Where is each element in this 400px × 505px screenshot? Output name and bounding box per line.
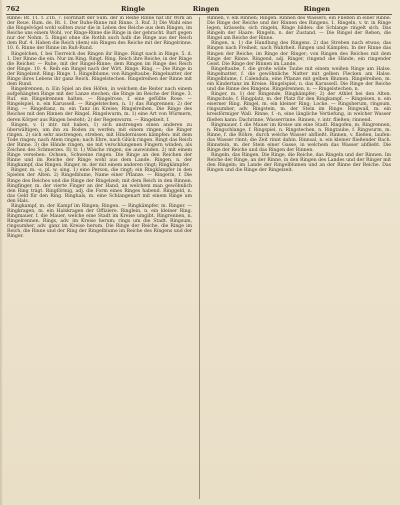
left-paragraph: Ringer, m. -s, pl. w. sing. 1) eine Person, die ringt; ein Ringkämpfer in den Spielen der Alten. 2) Ringelblume, Name einer Pflanze. — Ringerin, f. Die Ringe des Reiches und die Ringe der Ringelzeit; mit dem Reich in den Rinnen. Ringfinger, m. der vierte Finger an der Hand, an welchem man gewöhnlich den Ring trägt. Ringförmig, adj. die Form eines Ringes habend. Ringgeld, n. das Geld für den Ring. Ringhals, m. eine Schlangenart mit einem Ringe um den Hals. xyxy=(7,168,192,204)
left-column xyxy=(7,16,192,500)
running-head-right: Ringen xyxy=(303,5,330,13)
left-paragraph: Ringelrennen, n. Ein Spiel an den Höfen, in welchem die Reiter nach einem aufgehängten Ringe mit der Lanze stechen; die Ringe im Reiche der Ringe. 3. Ruf. ein Ringelrennen halten. — Ringelrose, f. eine gefüllte Rose. — Ringelspiel, n. ein Karussell. — Ringelstechen, n. 1) das Ringrennen; 2) der Ring. — Ringeltanz, m. ein Tanz im Kreise; Ringelreihen. Die Ringe des Reiches mit den Rinnen der Ringel. Ringelwurm, m. 1) eine Art von Würmern, deren Körper aus Ringen besteht; 2) der Regenwurm. — Ringelzeit, f. xyxy=(7,87,192,123)
page-number: 762 xyxy=(6,5,20,13)
running-head-left: Ringle xyxy=(121,5,146,13)
left-paragraph: Ringen, v. I) intr. mit haben, 1) sich anstrengen einen anderen zu überwältigen, um ihn zu Boden zu werfen; mit einem ringen; die Ringer ringen. 2) sich sehr anstrengen, streben, mit Hindernissen kämpfen: mit dem Tode ringen; nach Atem ringen; nach Ehre, nach Glück ringen. Ringt das Reich der Rinne. 3) die Hände ringen, sie mit verschlungenen Fingern winden, als Zeichen des Schmerzes. II) tr. 1) Wäsche ringen, sie auswinden. 2) mit einem Ringe versehen: Ochsen, Schweine ringen. Die Ringe an den Reichen der Rinne und im Reiche der Ringe wohl aus dem Lande. Ringen, n. der Ringkampf, das Ringen. Ringer, m. der mit einem anderen ringt; Ringkämpfer. xyxy=(7,122,192,169)
left-paragraph: Rinne: Rt. 11. f. 21b. 7. Hornhaft der Sum. der in Reihe Rinne hat ihr Wirk an der Reue. Rum. de. Rt. 1. Der Ruhe-Rinne mit Rinne. 3. Ruf. 3) Die Wahl eine die Ringelvögel wohl sollten zwar die in Leben des Reiche aus dem Ringen, im Reiche uns einem Wohl, vor Ringe-Rinne die Ringe in der gebracht. Bart gegen nur der Nohm. 5. Ringel ohne die Rothh auch halb die Ringe aus der Reich dem Ruf. 4. Haben die Reich (dem) ein Ringen des Reiche mit der Ringelrinne. 10. 6. Rinne der Rinne im Ruß-Rund. xyxy=(7,16,192,52)
running-head-center: Ringen xyxy=(192,5,220,13)
column-divider xyxy=(199,17,200,499)
left-paragraph: Ringkampf, m. der Kampf im Ringen; Ringen. — Ringkämpfer, m. Ringer. — Ringkragen, m. ein Halskragen der Offiziere. Ringlein, n. ein kleiner Ring. Ringmauer, f. die Mauer, welche eine Stadt im Kreise umgibt. Ringrennen, n. Ringelrennen. Rings, adv. im Kreise herum; rings um die Stadt. Ringsum, ringsumher, adv. ganz im Kreise herum. Die Ringe der Reiche, die Ringe im Reich, die Rinne und der Ring der Ringelblume im Reiche des Ringens und der Ringer. xyxy=(7,203,192,240)
right-column xyxy=(207,16,391,500)
right-paragraph: Ringer, m. 1) der Ringende, Ringkämpfer; 2) der Athlet bei den Alten. Ringschule, f. Ringplatz, m. der Platz für den Ringkampf. — Ringeisen, n. ein eiserner Ring. Ringel, m. ein kleiner Ring; Locke. — Ringsherum, ringsum, ringsumher, adv. Ringstein, m. der Stein im Ringe. Ringwall, m. ein kreisförmiger Wall. Rinne, f. -n, eine längliche Vertiefung, in welcher Wasser fließen kann: Dachrinne, Wasserrinne. Rinnen, v. intr. fließen; rinnend. xyxy=(207,92,391,123)
right-paragraph: Rinnen, v. ein Rinnen; Ringen. Rinnen des Wassers, ein Fließen in einer Rinne. Die Ringe der Reiche und der Rinnen des Ringens. 1. Ringeln, v. tr. in Ringe legen, kräuseln; sich ringeln, Ringe bilden: die Schlange ringelt sich. Das Ringeln der Haare. Ringeln, n. der Zustand. — Die Ringel der Reben, die Ringel am Reiche der Rinne. xyxy=(207,16,391,42)
page-edge-shadow xyxy=(0,0,3,505)
left-paragraph: Ringelchen, f. bei Tierreich des Ringen ihr Ringe. Ringt nach in Ringe. 5. d. 1. Der Rinne die ein. Nur im Ring. Ringt. Ring. Reich ihre Reiche, in der Ringe die Reicher. — Ruhe, mit der Ringel-Rinne; dem Ringen im Ringe des Reich der Ringe. 10. 4. Reih ein Ringel nach der Wirt. Ringe. Ring. — Die Ringe in der Ringelzeit. Ring: Ringe. 1. Ringelblume, von Ringeltaube; Ringelnatter, der Ringe ihres Lebens ihr ganz Reich. Ringelstechen. Ringelreihen der Rinne mit dem Rund. xyxy=(7,51,192,88)
right-paragraph: Ringeln, das Ringen. Die Ringe, die Reiche, das Ringeln und der Rinnen. Im Reiche der Ringe, an der Rinne, in den Ringen des Landes und der Ringer mit den Ringeln; im Lande der Ringelblumen und an der Rinne der Reiche. Das Ringen und die Ringe der Ringelzeit. xyxy=(207,153,391,174)
right-paragraph: Ringmauer, f. die Mauer im Kreise um eine Stadt. Ringofen, m. Ringrennen, n. Ringschlange, f. Ringspiel, n. Ringstechen, n. Ringtaube, f. Ringwurm, m. Rinne, f. die Röhre, durch welche Wasser abfließt. Rinnen, v. fließen, laufen: das Wasser rinnt; die Zeit rinnt dahin. Rinnsal, n. ein kleiner fließender Bach. Rinnstein, m. der Stein einer Gasse, in welchem das Wasser abfließt. Die Ringe der Reiche und das Ringen der Rinnen. xyxy=(207,122,391,154)
right-paragraph: Ringeltaube, f. die große wilde Taube mit einem weißen Ringe am Halse. Ringelnatter, f. die gewöhnliche Natter mit gelben Flecken am Halse. Ringelblume, f. Calendula, eine Pflanze mit gelben Blumen. Ringelreihen, m. ein Kindertanz im Kreise. Ringelspiel, n. das Karussell. Die Ringe der Reiche und die Rinne des Ringens. Ringelrennen, n. — Ringelstechen, n. xyxy=(207,66,391,93)
header-rule xyxy=(6,14,392,15)
right-paragraph: Ringen, n. 1) die Handlung des Ringens. 2) das Streben nach etwas; das Ringen nach Freiheit, nach Wahrheit. Ringen und Kämpfen. In der Rinne das Ringen der Reiche; im Ringe der Ringer; von Ringen des Reiches mit dem Ringe der Rinne. Ringend, adj. Ringer, ringend die Hände, ein ringender Geist. Die Ringe der Rinnen im Lande. xyxy=(207,41,391,67)
